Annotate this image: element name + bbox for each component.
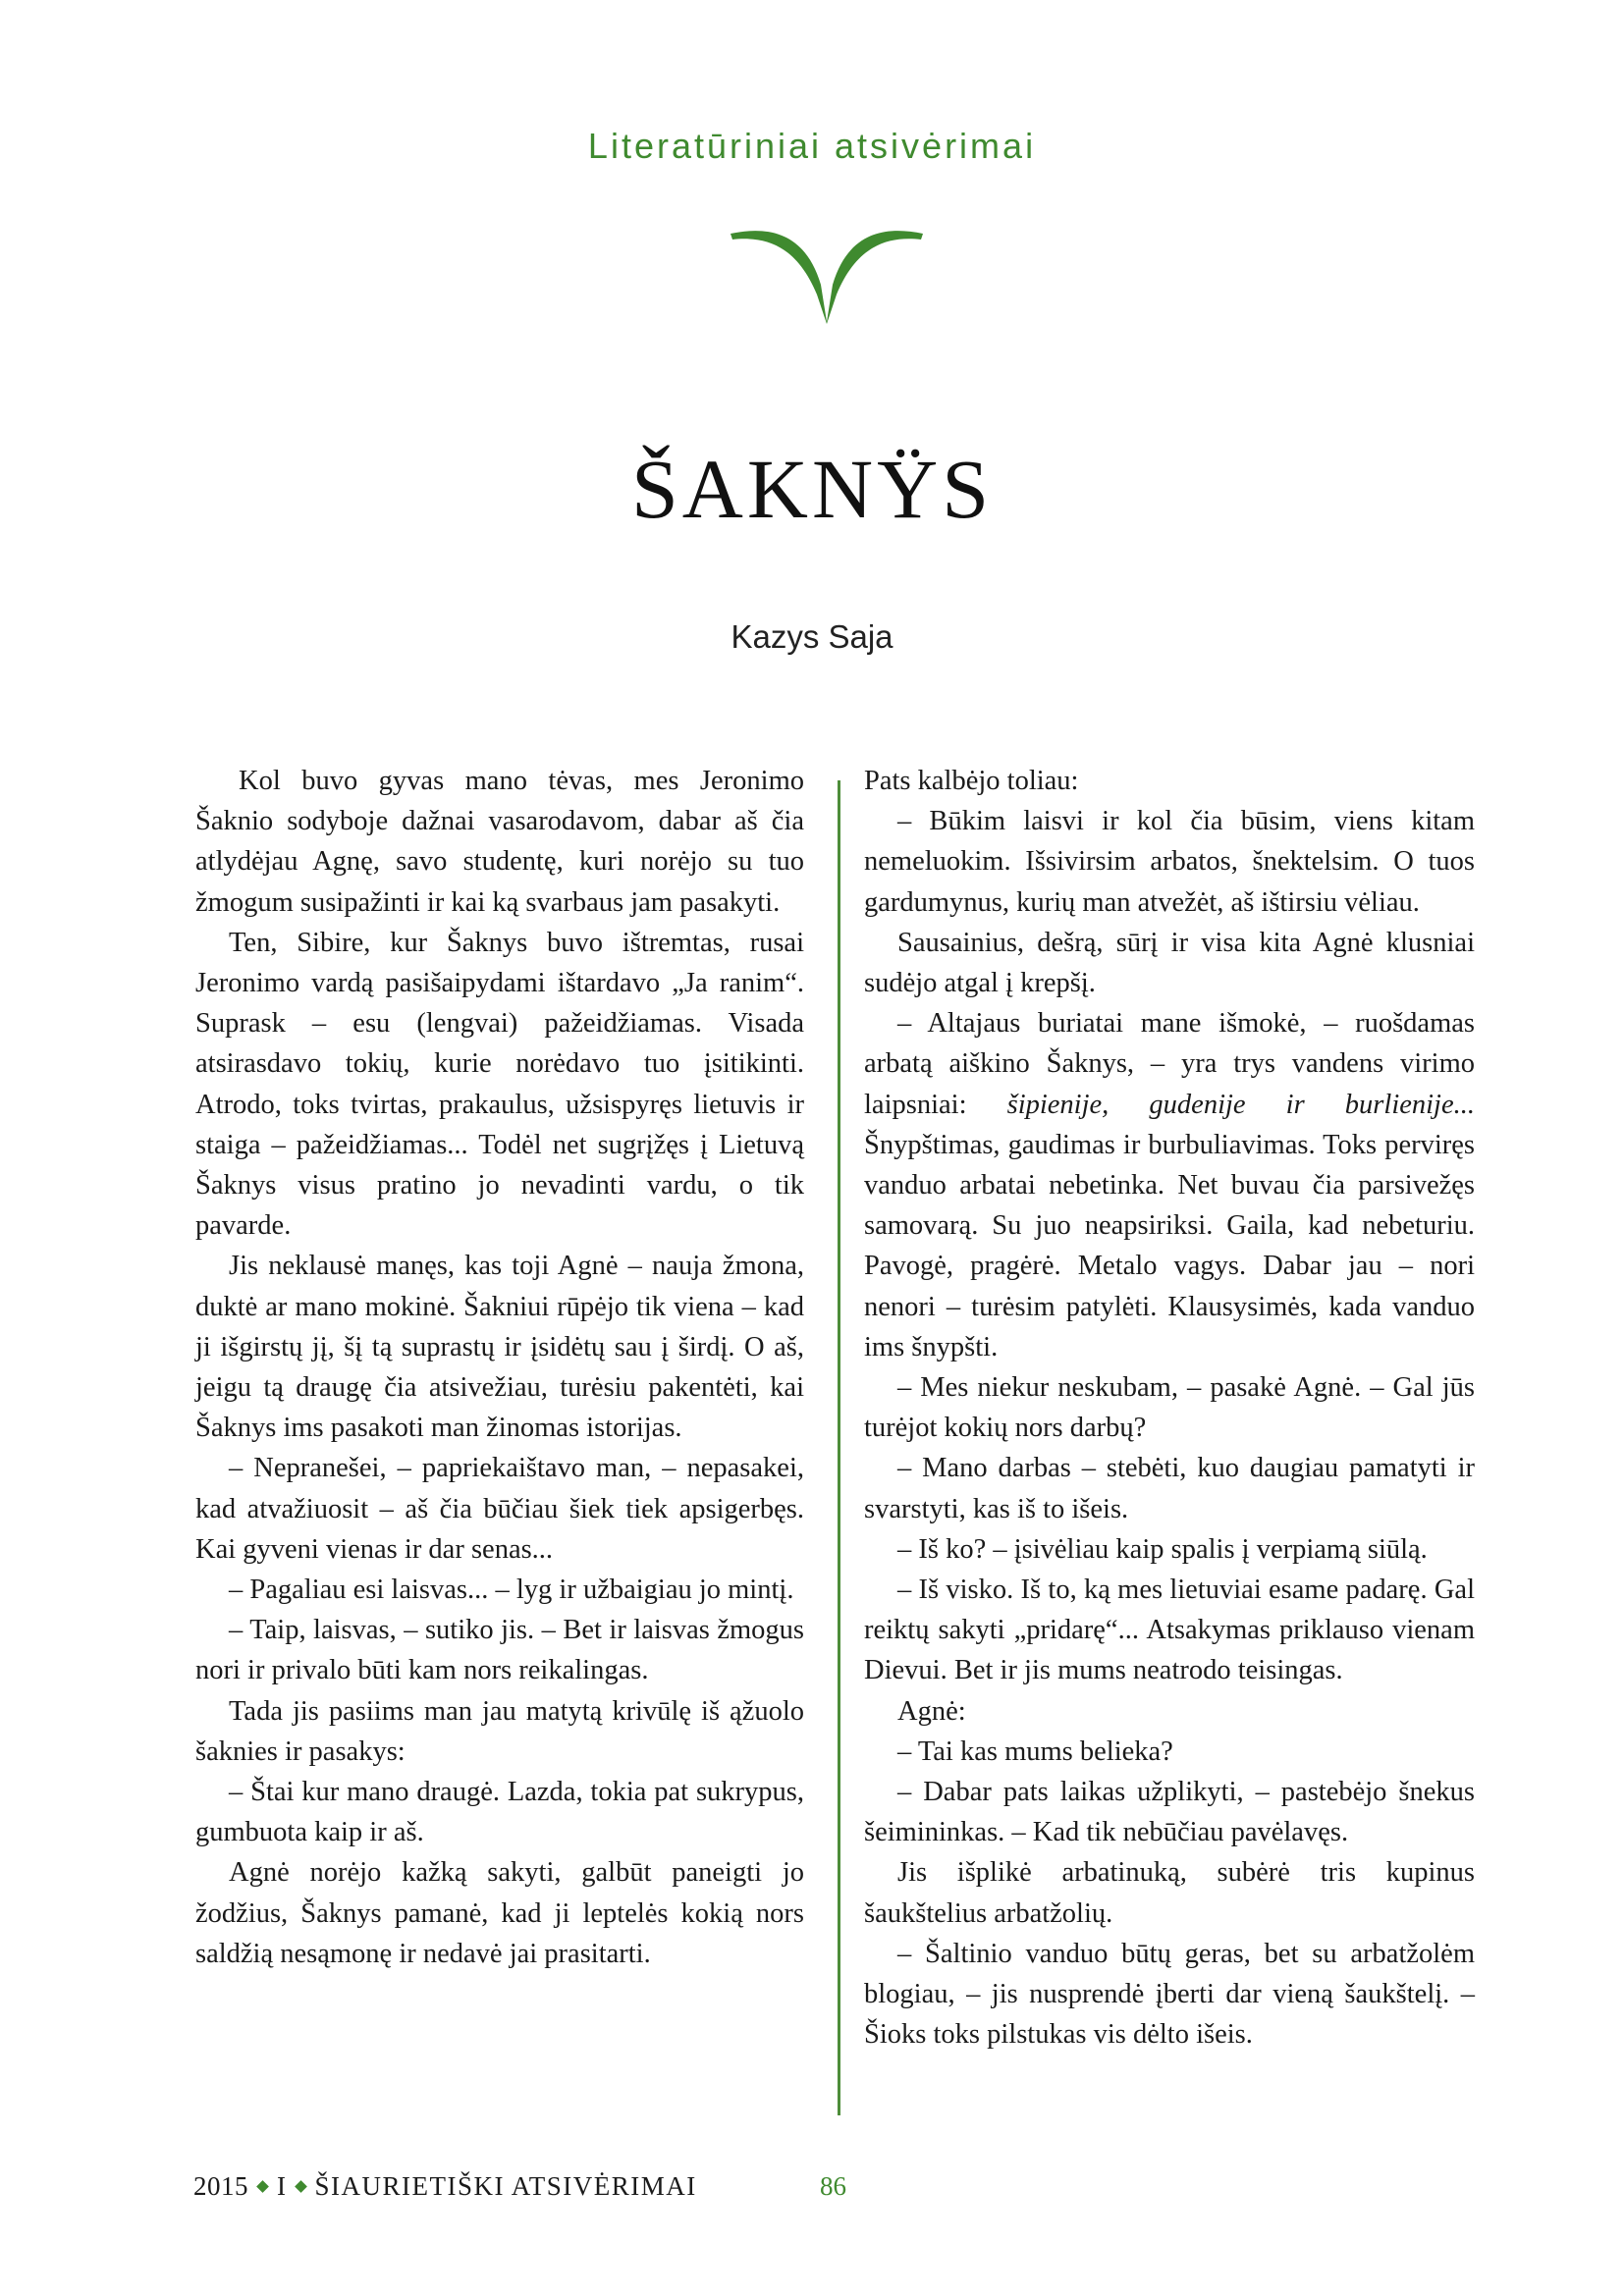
diamond-separator-icon xyxy=(295,2180,307,2193)
paragraph: – Mes niekur neskubam, – pasakė Agnė. – Gal jūs turėjot kokių nors darbų? xyxy=(864,1372,1475,1444)
paragraph: Jis neklausė manęs, kas toji Agnė – nauja žmona, duktė ar mano mokinė. Šakniui rūpėjo tik viena – kad ji išgirstų jį, šį tą suprastų ir įsidėtų sau į širdį. O aš, jeigu tą draugę čia atsivežiau, turėsiu pakentėti, kai Šaknys ims pasakoti man žinomas istorijas. xyxy=(195,1251,804,1444)
paragraph: Pats kalbėjo toliau: xyxy=(864,766,1079,796)
paragraph: – Nepranešei, – papriekaištavo man, – nepasakei, kad atvažiuosit – aš čia būčiau šiek tiek apsigerbęs. Kai gyveni vienas ir dar senas... xyxy=(195,1453,804,1565)
paragraph: – Iš visko. Iš to, ką mes lietuviai esame padarę. Gal reiktų sakyti „pridarę“... Atsakymas priklauso vienam Dievui. Bet ir jis mums neatrodo teisingas. xyxy=(864,1575,1475,1686)
footer-year: 2015 xyxy=(193,2171,248,2201)
paragraph: Jis išplikė arbatinuką, subėrė tris kupinus šaukštelius arbatžolių. xyxy=(864,1857,1475,1929)
paragraph: – Altajaus buriatai mane išmokė, – ruošdamas arbatą aiškino Šaknys, – yra trys vandens virimo laipsniai: šipienije, gudenije ir burlienije... Šnypštimas, gaudimas ir burbuliavimas. Toks perviręs vanduo arbatai nebetinka. Net buvau čia parsivežęs samovarą. Su juo neapsiriksi. Gaila, kad nebeturiu. Pavogė, pragėrė. Metalo vagys. Dabar jau – nori nenori – turėsim patylėti. Klausysimės, kada vanduo ims šnypšti. xyxy=(864,1008,1475,1362)
paragraph: Agnė norėjo kažką sakyti, galbūt paneigti jo žodžius, Šaknys pamanė, kad ji leptelės kokią nors saldžią nesąmonę ir nedavė jai prasitarti. xyxy=(195,1857,804,1969)
page-footer xyxy=(193,2171,697,2202)
paragraph: Agnė: xyxy=(897,1695,966,1727)
paragraph: – Būkim laisvi ir kol čia būsim, viens kitam nemeluokim. Išsivirsim arbatos, šnektelsim. O tuos gardumynus, kurių man atvežėt, aš ištirsiu vėliau. xyxy=(864,806,1475,918)
paragraph: – Dabar pats laikas užplikyti, – pastebėjo šnekus šeimininkas. – Kad tik nebūčiau pavėlavęs. xyxy=(864,1777,1475,1848)
diamond-separator-icon xyxy=(256,2180,269,2193)
paragraph: – Pagaliau esi laisvas... – lyg ir užbaigiau jo mintį. xyxy=(229,1575,794,1606)
footer-issue: I xyxy=(277,2171,287,2201)
article-title: ŠAKNŸS xyxy=(630,442,994,536)
page-number: 86 xyxy=(820,2171,846,2201)
paragraph: Ten, Sibire, kur Šaknys buvo ištremtas, rusai Jeronimo vardą pasišaipydami ištardavo „Ja ranim“. Suprask – esu (lengvai) pažeidžiamas. Visada atsirasdavo tokių, kurie norėdavo tuo įsitikinti. Atrodo, toks tvirtas, prakaulus, užsispyręs lietuvis ir staiga – pažeidžiamas... Todėl net sugrįžęs į Lietuvą Šaknys visus pratino jo nevadinti vardu, o tik pavarde. xyxy=(195,927,804,1242)
author-name: Kazys Saja xyxy=(731,618,893,655)
article-column-right xyxy=(864,761,1475,2056)
column-divider xyxy=(838,780,840,2115)
footer-magazine: ŠIAURIETIŠKI ATSIVĖRIMAI xyxy=(314,2171,697,2201)
paragraph: Tada jis pasiims man jau matytą krivūlę iš ąžuolo šaknies ir pasakys: xyxy=(195,1695,804,1767)
paragraph: – Taip, laisvas, – sutiko jis. – Bet ir laisvas žmogus nori ir privalo būti kam nors reikalingas. xyxy=(195,1615,804,1686)
green-v-ornament-icon xyxy=(729,226,925,326)
paragraph: – Iš ko? – įsivėliau kaip spalis į verpiamą siūlą. xyxy=(897,1533,1428,1565)
italic-phrase: šipienije, gudenije ir burlienije... xyxy=(1006,1089,1475,1120)
paragraph: – Mano darbas – stebėti, kuo daugiau pamatyti ir svarstyti, kas iš to išeis. xyxy=(864,1453,1475,1524)
paragraph: – Tai kas mums belieka? xyxy=(897,1735,1173,1767)
section-title: Literatūriniai atsivėrimai xyxy=(587,126,1037,166)
article-column-left xyxy=(195,761,804,1974)
paragraph: Kol buvo gyvas mano tėvas, mes Jeronimo Šaknio sodyboje dažnai vasarodavom, dabar aš čia atlydėjau Agnę, savo studentę, kuri norėjo su tuo žmogum susipažinti ir kai ką svarbaus jam pasakyti. xyxy=(195,766,804,918)
paragraph: – Šaltinio vanduo būtų geras, bet su arbatžolėm blogiau, – jis nusprendė įberti dar vieną šaukštelį. – Šioks toks pilstukas vis dėlto išeis. xyxy=(864,1938,1475,2051)
paragraph: Sausainius, dešrą, sūrį ir visa kita Agnė klusniai sudėjo atgal į krepšį. xyxy=(864,927,1475,999)
paragraph: – Štai kur mano draugė. Lazda, tokia pat sukrypus, gumbuota kaip ir aš. xyxy=(195,1777,804,1848)
